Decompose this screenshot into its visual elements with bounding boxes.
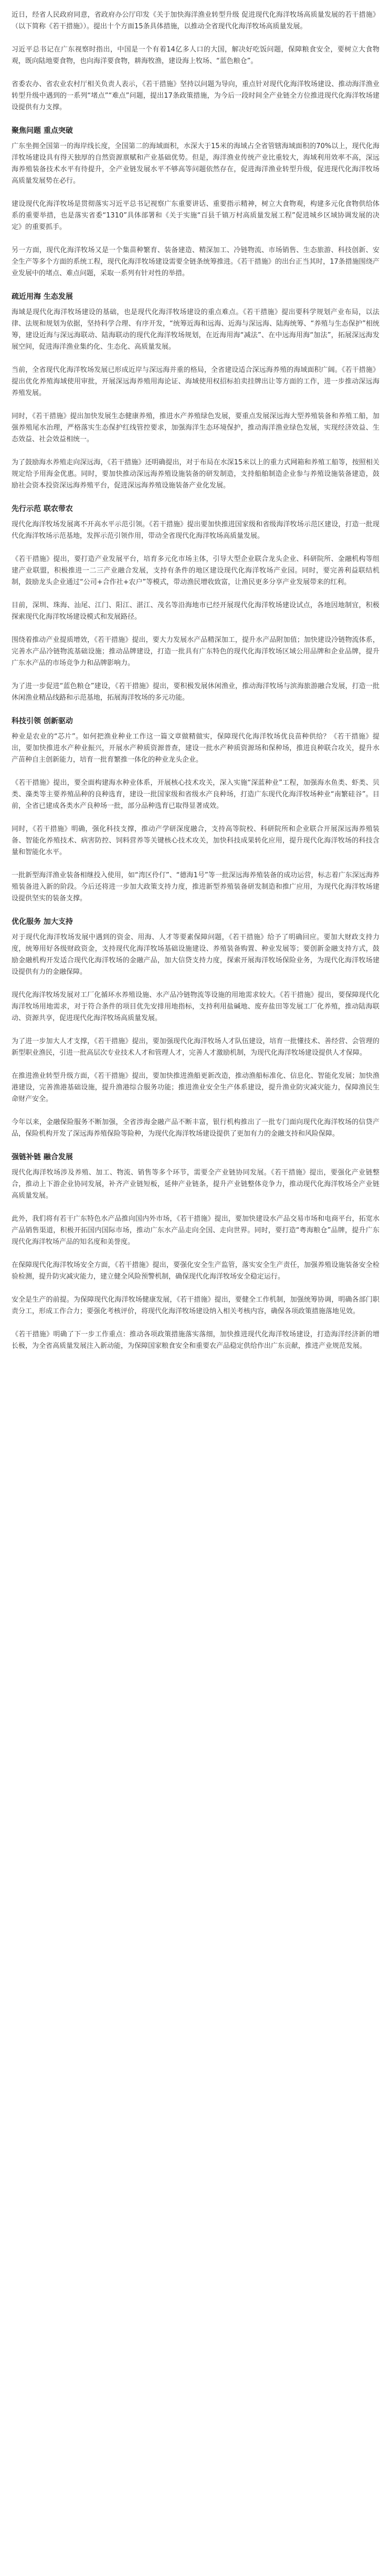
paragraph: 在推进渔业转型升级方面，《若干措施》提出，要加快推进渔船更新改造，推动渔船标准化、信息化、智能化发展；加快渔港建设，完善渔港基础设施，提升渔港综合服务功能；推进渔业安全生产体系建设，提升渔业防灾减灾能力，保障渔民生命财产安全。 (12, 1072, 379, 1103)
paragraph: 此外，我们将有若干广东特色水产品推向国内外市场，《若干措施》提出，要加快建设水产品交易市场和电商平台，拓宽水产品销售渠道，积极开拓国内国际市场，推动广东水产品走向全国、走向世界。同时，要打造“粤海粮仓”品牌，提升广东现代化海洋牧场产品的知名度和美誉度。 (12, 1215, 379, 1246)
section-heading: 科技引领 创新驱动 (12, 717, 73, 725)
paragraph: 对于现代化海洋牧场发展中遇到的资金、用海、人才等要素保障问题，《若干措施》给予了明确回应。要加大财政支持力度，统筹用好各级财政资金，支持现代化海洋牧场基础设施建设、养殖装备购置、种业发展等；要创新金融支持方式，鼓励金融机构开发适合现代化海洋牧场的金融产品，加大信贷支持力度，探索开展海洋牧场保险业务，为现代化海洋牧场建设提供有力的金融保障。 (12, 933, 379, 976)
paragraph: 安全是生产的前提。为保障现代化海洋牧场健康发展，《若干措施》提出，要健全工作机制，加强统筹协调，明确各部门职责分工，形成工作合力；要强化考核评价，将现代化海洋牧场建设纳入相关考核内容，确保各项政策措施落地见效。 (12, 1296, 379, 1315)
paragraph: 目前，深圳、珠海、汕尾、江门、阳江、湛江、茂名等沿海地市已经开展现代化海洋牧场建设试点，各地因地制宜，积极探索现代化海洋牧场建设模式和发展路径。 (12, 601, 379, 621)
paragraph: 近日，经省人民政府同意，省政府办公厅印发《关于加快海洋渔业转型升级 促进现代化海洋牧场高质量发展的若干措施》（以下简称《若干措施》）。提出十个方面15条具体措施，以推动全省现代化海洋牧场高质量发展。 (12, 11, 379, 30)
section-heading: 先行示范 联农带农 (12, 505, 73, 513)
section-heading: 聚焦问题 重点突破 (12, 127, 73, 135)
paragraph: 海域是现代化海洋牧场建设的基础，也是现代化海洋牧场建设的重点难点。《若干措施》提出要科学规划产业布局，以法律、法规和规划为依据，坚持科学合理、有序开发，“统筹近海和远海、近海与深远海、陆海统筹、“养殖与生态保护”相统筹，建设近海与深远海联动、陆海联动的现代化海洋牧场规划，在近海用海“减法”、在中远海用海“加法”，拓展深远海发展空间，促进海洋渔业集约化、生态化、高质量发展。 (12, 308, 379, 351)
paragraph: 在保障现代化海洋牧场安全方面，《若干措施》提出，要强化安全生产监管，落实安全生产责任，加强养殖设施装备安全检验检测，提升防灾减灾能力，建立健全风险预警机制，确保现代化海洋牧场安全稳定运行。 (12, 1261, 379, 1281)
section-heading: 强链补链 融合发展 (12, 1153, 73, 1161)
paragraph: 建设现代化海洋牧场是贯彻落实习近平总书记视察广东重要讲话、重要指示精神，树立大食物观，构建多元化食物供给体系的重要举措，也是落实省委“1310”具体部署和《关于实施“百县千镇万村高质量发展工程”促进城乡区域协调发展的决定》的重要抓手。 (12, 200, 379, 231)
paragraph: 为了鼓励海水养殖走向深远海，《若干措施》还明确提出，对于布局在水深15米以上的重力式网箱和养殖工船等，按照相关规定给予用海金优惠。同时，要加快推动深远海养殖设施装备的研发制造，支持船舶制造企业参与养殖设施装备建造，鼓励社会资本投资深远海养殖平台，促进深远海养殖设施装备产业化发展。 (12, 459, 379, 490)
paragraph: 现代化海洋牧场涉及养殖、加工、物流、销售等多个环节，需要全产业链协同发展。《若干措施》提出，要强化产业链整合，推动上下游企业协同发展，补齐产业链短板，延伸产业链条，提升产业链整体竞争力，推动现代化海洋牧场全产业链高质量发展。 (12, 1169, 379, 1200)
section-heading: 优化服务 加大支持 (12, 918, 73, 926)
paragraph: 为了进一步加大人才支撑，《若干措施》提出，要加强现代化海洋牧场人才队伍建设，培育一批懂技术、善经营、会管理的新型职业渔民，引进一批高层次专业技术人才和管理人才，完善人才激励机制，为现代化海洋牧场建设提供人才保障。 (12, 1037, 379, 1057)
paragraph: 种业是农业的“芯片”。如何把渔业种业工作这一篇文章做精做实，保障现代化海洋牧场优良苗种供给？《若干措施》提出，要加快推进水产种业振兴，开展水产种质资源普查，建设一批水产种质资源场和保种场，推进良种联合攻关，提升水产苗种自主创新能力，培育一批育繁推一体化的种业龙头企业。 (12, 733, 379, 764)
paragraph: 广东坐拥全国第一的海岸线长度，全国第二的海域面积，水深大于15米的海域占全省管辖海域面积的70%以上，现代化海洋牧场建设具有得天独厚的自然资源禀赋和产业基础优势。但是，海洋渔业传统产业比重较大，海域利用效率不高，深远海养殖装备技术水平有待提升，全产业链发展水平不够高等问题依然存在，促进海洋渔业转型升级，促进现代化海洋牧场高质量发展势在必行。 (12, 142, 379, 185)
paragraph: 《若干措施》明确了下一步工作重点：推动各项政策措施落实落细，加快推进现代化海洋牧场建设，打造海洋经济新的增长极，为全省高质量发展注入新动能，为保障国家粮食安全和重要农产品稳定供给作出广东贡献，推进产业规范发展。 (12, 1331, 379, 1350)
paragraph: 当前，全省现代化海洋牧场发展已形成近岸与深远海并重的格局，全省建设适合深远海养殖的海域面积广阔。《若干措施》提出优化养殖海域使用审批，开展深远海养殖用海论证、海域使用权招标拍卖挂牌出让等方面的工作，进一步推动深远海养殖发展。 (12, 366, 379, 397)
paragraph: 现代化海洋牧场发展离不开高水平示范引领。《若干措施》提出要加快推进国家级和省级海洋牧场示范区建设，打造一批现代化海洋牧场示范基地，发挥示范引领作用，带动全省现代化海洋牧场高质量发展。 (12, 521, 379, 540)
paragraph: 同时，《若干措施》明确，强化科技支撑，推动产学研深度融合，支持高等院校、科研院所和企业联合开展深远海养殖装备、智能化养殖技术、病害防控、饲料营养等关键核心技术攻关，加快科技成果转化应用，提升现代化海洋牧场的科技含量和智能化水平。 (12, 825, 379, 856)
paragraph: 《若干措施》提出，要打造产业发展平台，培育多元化市场主体，引导大型企业联合龙头企业、科研院所、金融机构等组建产业联盟，积极推进一二三产业融合发展，支持有条件的地区建设现代化海洋牧场产业园。同时，要完善利益联结机制，鼓励龙头企业通过“公司+合作社+农户”等模式，带动渔民增收致富，让渔民更多分享产业发展带来的红利。 (12, 555, 379, 586)
paragraph: 另一方面，现代化海洋牧场又是一个集苗种繁育、装备建造、精深加工、冷链物流、市场销售、生态旅游、科技创新、安全生产等多个方面的系统工程，现代化海洋牧场建设需要全链条统筹推进。《若干措施》的出台正当其时，17条措施围绕产业发展中的堵点、难点问题，采取一系列有针对性的举措。 (12, 246, 379, 277)
paragraph: 围绕着推动产业提质增效，《若干措施》提出，要大力发展水产品精深加工，提升水产品附加值；加快建设冷链物流体系，完善水产品冷链物流基础设施；推动品牌建设，打造一批具有广东特色的现代化海洋牧场区域公用品牌和企业品牌，提升广东水产品的市场竞争力和品牌影响力。 (12, 636, 379, 667)
paragraph: 省委农办、省农业农村厅相关负责人表示，《若干措施》坚持以问题为导向，重点针对现代化海洋牧场建设、推动海洋渔业转型升级中遇到的一系列“堵点”“难点”问题，提出17条政策措施，为今后一段时间全产业链全方位推进现代化海洋牧场建设提供有力支撑。 (12, 80, 379, 111)
paragraph: 《若干措施》提出，要全面构建海水种业体系，开展核心技术攻关，深入实施“深蓝种业”工程，加强海水鱼类、虾类、贝类、藻类等主要养殖品种的良种选育，建设一批国家级和省级水产良种场，打造广东现代化海洋牧场种业“南繁硅谷”。目前，全省已建成各类水产良种场一批，部分品种选育已取得显著成效。 (12, 779, 379, 810)
paragraph: 现代化海洋牧场发展对工厂化循环水养殖设施、水产品冷链物流等设施的用地需求较大。《若干措施》提出，要保障现代化海洋牧场用地需求，对于符合条件的项目优先安排用地指标，支持利用盐碱地、废弃盐田等发展工厂化养殖，推动陆海联动、资源共享，促进现代化海洋牧场高质量发展。 (12, 991, 379, 1022)
paragraph: 一批新型海洋渔业装备相继投入使用，如“湾区伶仃”、“德海1号”等一批深远海养殖装备的成功运营，标志着广东深远海养殖装备进入新的阶段。今后还将进一步加大政策支持力度，推进新型养殖装备研发制造和推广应用，为现代化海洋牧场建设提供坚实的装备支撑。 (12, 871, 379, 902)
section-heading: 疏近用海 生态发展 (12, 293, 73, 301)
paragraph: 同时，《若干措施》提出加快发展生态健康养殖，推进水产养殖绿色发展，要重点发展深远海大型养殖装备和养殖工船，加强养殖尾水治理，严格落实生态保护红线管控要求，加强海洋生态环境保护，推动海洋渔业绿色发展，实现经济效益、生态效益、社会效益相统一。 (12, 412, 379, 443)
paragraph: 为了进一步促进“蓝色粮仓”建设，《若干措施》提出，要积极发展休闲渔业，推动海洋牧场与滨海旅游融合发展，打造一批休闲渔业精品线路和示范基地，拓展海洋牧场的多元功能。 (12, 682, 379, 702)
paragraph: 习近平总书记在广东视察时指出，中国是一个有着14亿多人口的大国，解决好吃饭问题，保障粮食安全，要树立大食物观，既向陆地要食物，也向海洋要食物，耕海牧渔，建设海上牧场、“蓝色粮仓”。 (12, 46, 379, 65)
paragraph: 今年以来，金融保险服务不断加强，全省涉海金融产品不断丰富，银行机构推出了一批专门面向现代化海洋牧场的信贷产品，保险机构开发了深远海养殖保险等险种，为现代化海洋牧场建设提供了更加有力的金融支持和风险保障。 (12, 1118, 379, 1138)
